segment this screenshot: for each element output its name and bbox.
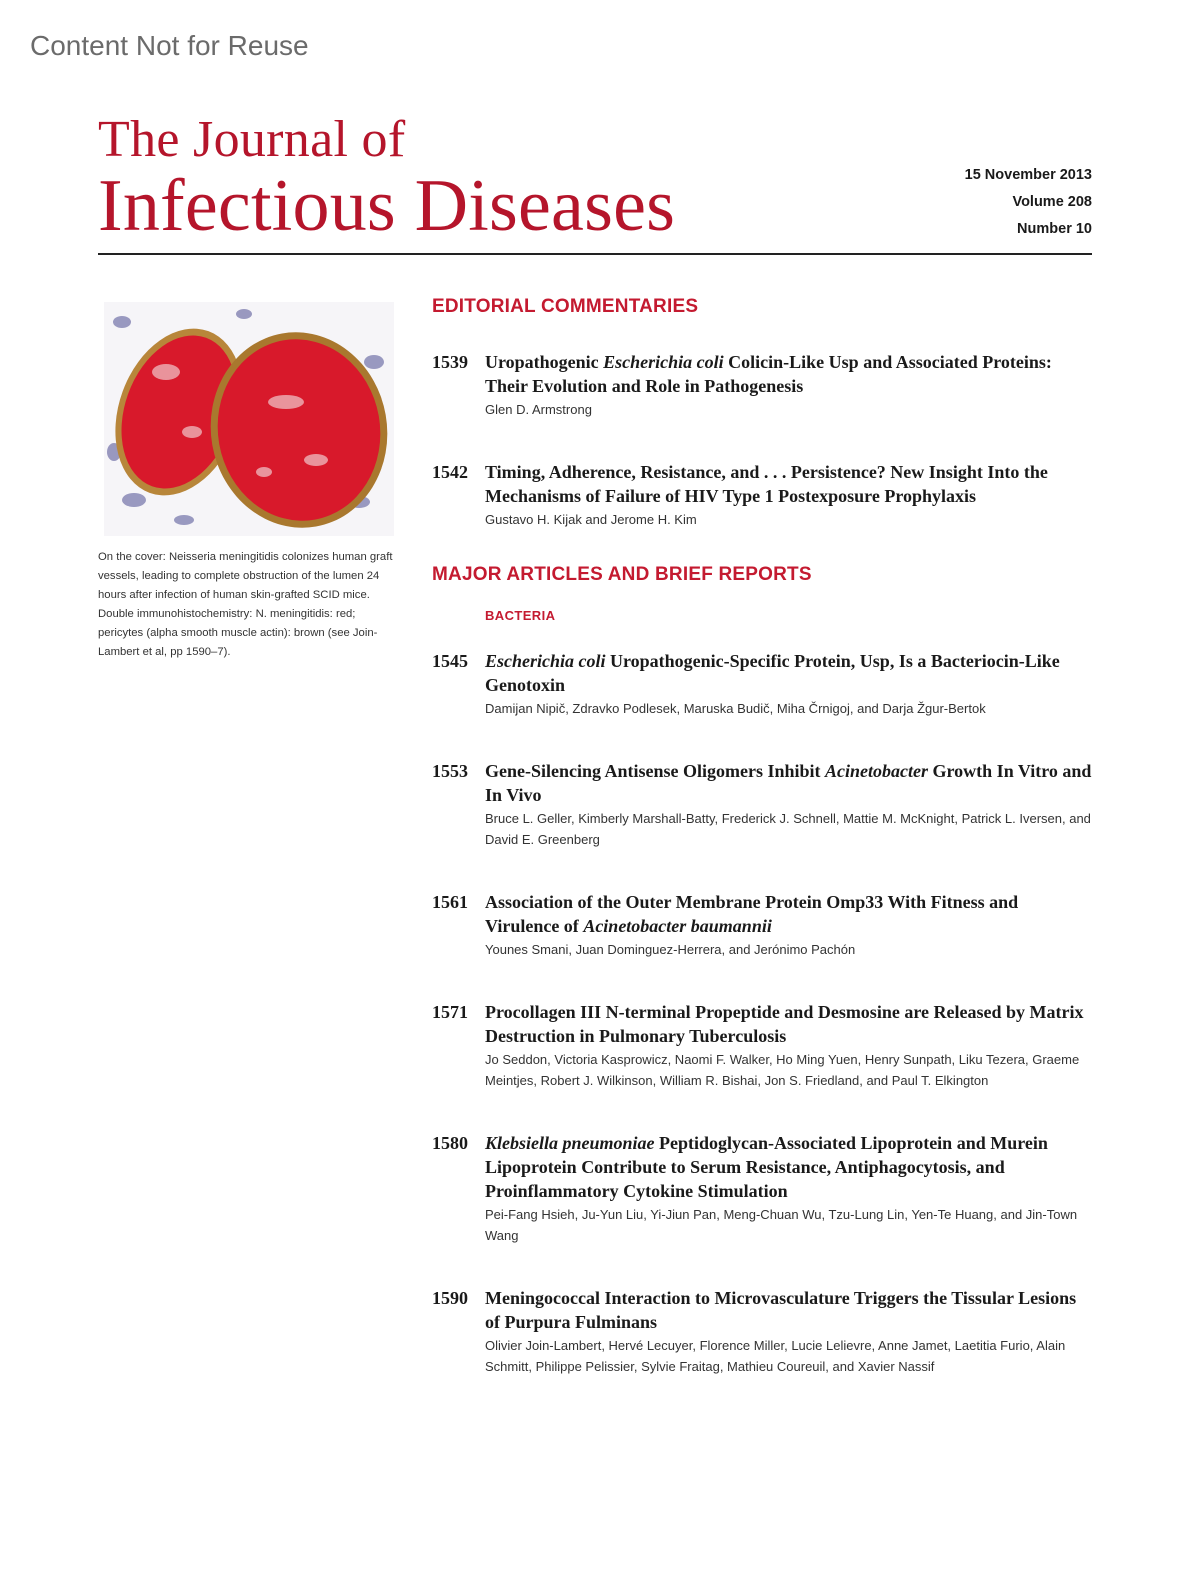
nucleus (113, 316, 131, 328)
toc-entry-title-italic: Escherichia coli (485, 651, 606, 671)
section-heading-editorial: EDITORIAL COMMENTARIES (432, 296, 699, 317)
toc-entry-page: 1561 (432, 892, 468, 912)
toc-entry-title[interactable] (485, 1131, 1092, 1203)
cover-image (104, 302, 394, 536)
toc-entry-title[interactable] (485, 1000, 1092, 1048)
toc-entry-page: 1553 (432, 761, 468, 781)
toc-entry-page: 1590 (432, 1288, 468, 1308)
toc-entry[interactable] (432, 649, 1092, 719)
lumen-highlight (304, 454, 328, 466)
header-divider (98, 253, 1092, 255)
masthead-line-2: Infectious Diseases (98, 165, 676, 247)
subsection-heading-bacteria: BACTERIA (485, 608, 556, 623)
cover-caption: On the cover: Neisseria meningitidis colonizes human graft vessels, leading to complete obstruction of the lumen 24 hours after infection of human skin-grafted SCID mice. Double immunohistochemistry: N. meningitidis: red; pericytes (alpha smooth muscle actin): brown (see Join-Lambert et al, pp 1590–7). (98, 551, 393, 658)
toc-entry-authors: Olivier Join-Lambert, Hervé Lecuyer, Florence Miller, Lucie Lelievre, Anne Jamet, Laetitia Furio, Alain Schmitt, Philippe Pelissier, Sylvie Fraitag, Mathieu Coureuil, and Xavier Nassif (485, 1338, 1066, 1374)
lumen-highlight (182, 426, 202, 438)
nucleus (364, 355, 384, 369)
toc-entry-title-italic: Acinetobacter baumannii (583, 916, 772, 936)
toc-entry[interactable] (432, 759, 1092, 850)
toc-entry-title[interactable] (485, 350, 1092, 398)
toc-entry-authors: Jo Seddon, Victoria Kasprowicz, Naomi F. Walker, Ho Ming Yuen, Henry Sunpath, Liku Tezera, Graeme Meintjes, Robert J. Wilkinson, William R. Bishai, Jon S. Friedland, and Paul T. Elkington (485, 1052, 1080, 1088)
toc-entry[interactable] (432, 1286, 1092, 1377)
toc-entry-title-text: Association of the Outer Membrane Protein Omp33 With Fitness and Virulence of (485, 892, 1019, 936)
toc-entry-title-text: Peptidoglycan-Associated Lipoprotein and Murein Lipoprotein Contribute to Serum Resistance, Antiphagocytosis, and Proinflammatory Cytokine Stimulation (485, 1133, 1048, 1201)
toc-entry-title-text: Uropathogenic (485, 352, 604, 372)
toc-entry-page: 1539 (432, 352, 468, 372)
toc-entry-title-text: Uropathogenic-Specific Protein, Usp, Is a Bacteriocin-Like Genotoxin (485, 651, 1060, 695)
toc-entry-title-text: Meningococcal Interaction to Microvasculature Triggers the Tissular Lesions of Purpura Fulminans (485, 1288, 1077, 1332)
issue-info (965, 162, 1092, 243)
toc-entry-body (485, 649, 1092, 719)
toc-entry-page: 1580 (432, 1133, 468, 1153)
toc-entry-authors: Gustavo H. Kijak and Jerome H. Kim (485, 512, 697, 527)
toc-entry-page: 1542 (432, 462, 468, 482)
journal-masthead (98, 111, 676, 247)
toc-entry-body (485, 460, 1092, 530)
toc-entry-body (485, 1000, 1092, 1091)
toc-entry-title-italic: Escherichia coli (603, 352, 724, 372)
toc-entry-title[interactable] (485, 759, 1092, 807)
nucleus (174, 515, 194, 525)
toc-entry-authors: Glen D. Armstrong (485, 402, 592, 417)
watermark-text: Content Not for Reuse (30, 30, 309, 61)
editorial-entries (432, 350, 1092, 530)
issue-date: 15 November 2013 (964, 167, 1092, 183)
toc-entry[interactable] (432, 1000, 1092, 1091)
lumen-highlight (152, 364, 180, 380)
toc-entry-body (485, 759, 1092, 850)
masthead-line-1: The Journal of (98, 111, 406, 168)
toc-entry-page: 1545 (432, 651, 468, 671)
toc-entry[interactable] (432, 890, 1092, 960)
issue-number: Number 10 (1017, 221, 1092, 237)
toc-entry-title-text: Timing, Adherence, Resistance, and . . . Persistence? New Insight Into the Mechanisms of Failure of HIV Type 1 Postexposure Prophylaxis (485, 462, 1048, 506)
toc-entry-authors: Pei-Fang Hsieh, Ju-Yun Liu, Yi-Jiun Pan, Meng-Chuan Wu, Tzu-Lung Lin, Yen-Te Huang, and Jin-Town Wang (485, 1207, 1078, 1243)
toc-entry-title-text: Colicin-Like Usp and Associated Proteins: Their Evolution and Role in Pathogenesis (485, 352, 1052, 396)
toc-entry-authors: Younes Smani, Juan Dominguez-Herrera, and Jerónimo Pachón (485, 942, 856, 957)
table-of-contents (432, 296, 1092, 1377)
toc-entry-body (485, 1131, 1092, 1246)
toc-entry-title[interactable] (485, 1286, 1092, 1334)
nucleus (236, 309, 252, 319)
toc-entry-authors: Bruce L. Geller, Kimberly Marshall-Batty, Frederick J. Schnell, Mattie M. McKnight, Patrick L. Iversen, and David E. Greenberg (485, 811, 1091, 847)
toc-entry-title[interactable] (485, 460, 1092, 508)
toc-entry-title-italic: Acinetobacter (825, 761, 929, 781)
toc-entry[interactable] (432, 460, 1092, 530)
nucleus (122, 493, 146, 507)
toc-entry-body (485, 1286, 1092, 1377)
toc-entry-title-text: Gene-Silencing Antisense Oligomers Inhibit (485, 761, 826, 781)
issue-volume: Volume 208 (1012, 194, 1092, 210)
toc-entry-body (485, 350, 1092, 420)
toc-entry-title-italic: Klebsiella pneumoniae (485, 1133, 655, 1153)
section-heading-major-articles: MAJOR ARTICLES AND BRIEF REPORTS (432, 564, 812, 585)
bacteria-entries (432, 649, 1092, 1377)
toc-entry-authors: Damijan Nipič, Zdravko Podlesek, Maruska Budič, Miha Črnigoj, and Darja Žgur-Bertok (485, 701, 986, 716)
toc-entry-body (485, 890, 1092, 960)
toc-entry-title[interactable] (485, 649, 1092, 697)
toc-entry-title[interactable] (485, 890, 1092, 938)
toc-entry-title-text: Procollagen III N-terminal Propeptide and Desmosine are Released by Matrix Destruction in Pulmonary Tuberculosis (485, 1002, 1084, 1046)
toc-entry[interactable] (432, 350, 1092, 420)
toc-entry[interactable] (432, 1131, 1092, 1246)
lumen-highlight (256, 467, 272, 477)
lumen-highlight (268, 395, 304, 409)
toc-entry-title-text: Growth In Vitro and In Vivo (485, 761, 1092, 805)
toc-entry-page: 1571 (432, 1002, 468, 1022)
